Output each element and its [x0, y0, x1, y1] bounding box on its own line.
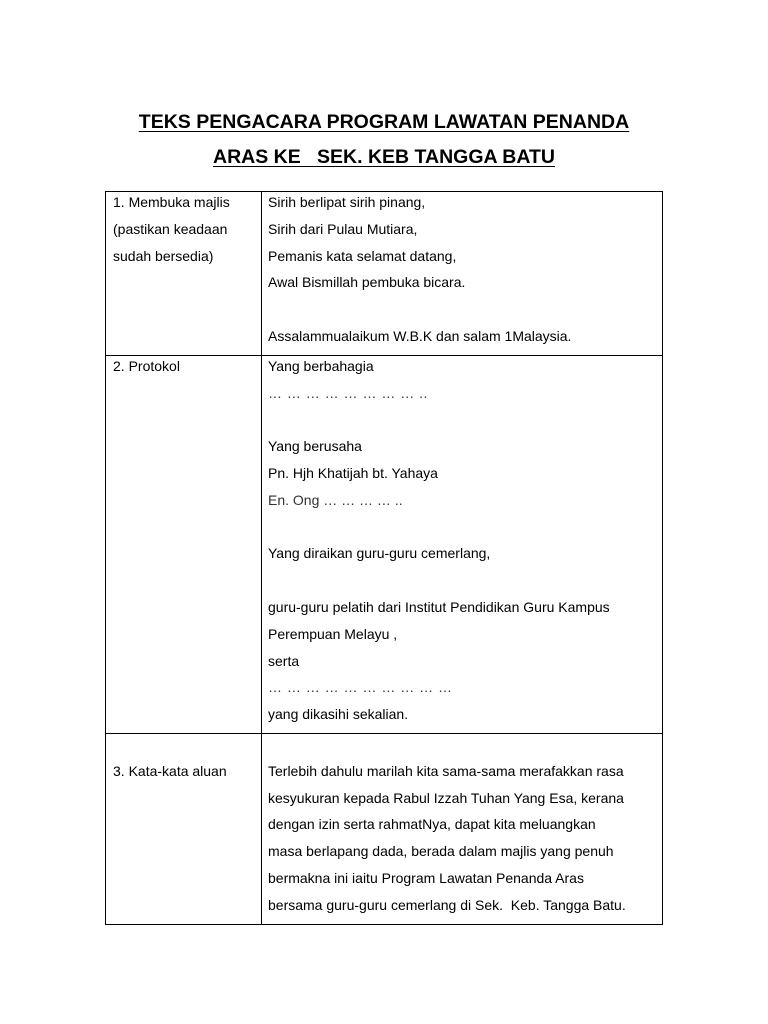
spacer-line	[268, 736, 656, 763]
speech-line: Terlebih dahulu marilah kita sama-sama merafakkan rasa	[268, 762, 624, 779]
spacer-line	[268, 301, 656, 328]
spacer-line	[268, 411, 656, 438]
row-label-cell	[106, 192, 262, 356]
document-title-line-1: TEKS PENGACARA PROGRAM LAWATAN PENANDA	[138, 111, 630, 133]
protocol-line: serta	[268, 652, 300, 669]
speech-line: dengan izin serta rahmatNya, dapat kita meluangkan	[268, 816, 596, 833]
pantun-line: Pemanis kata selamat datang,	[268, 247, 457, 264]
protocol-line: yang dikasihi sekalian.	[268, 706, 409, 723]
row-label-line: (pastikan keadaan	[113, 220, 228, 237]
table-row-protokol	[106, 355, 663, 733]
protocol-line: Yang berbahagia	[268, 357, 374, 374]
row-label-line: 3. Kata-kata aluan	[113, 762, 227, 779]
table-row-membuka-majlis	[106, 192, 663, 356]
row-label-line: 2. Protokol	[113, 357, 180, 374]
row-label-line: sudah bersedia)	[113, 247, 214, 264]
placeholder-dots: … … … … … … … … … …	[268, 679, 453, 696]
placeholder-dots: … … … … … … … … ..	[268, 384, 428, 401]
pantun-line: Sirih dari Pulau Mutiara,	[268, 220, 418, 237]
row-content-cell	[262, 733, 663, 924]
row-content-cell	[262, 355, 663, 733]
pantun-line: Sirih berlipat sirih pinang,	[268, 194, 426, 210]
row-label-line: 1. Membuka majlis	[113, 194, 230, 210]
greeting-line: Assalammualaikum W.B.K dan salam 1Malaysia.	[268, 327, 572, 344]
protocol-line: Yang diraikan guru-guru cemerlang,	[268, 545, 491, 562]
script-table	[105, 191, 663, 925]
speech-line: kesyukuran kepada Rabul Izzah Tuhan Yang Esa, kerana	[268, 789, 624, 806]
speech-line: masa berlapang dada, berada dalam majlis yang penuh	[268, 843, 614, 860]
table-row-kata-aluan	[106, 733, 663, 924]
row-label-cell	[106, 355, 262, 733]
speech-line: bermakna ini iaitu Program Lawatan Penanda Aras	[268, 869, 584, 886]
protocol-line: Yang berusaha	[268, 438, 362, 455]
spacer-line	[268, 572, 656, 599]
spacer-line	[268, 519, 656, 546]
row-label-cell	[106, 733, 262, 924]
protocol-line: Perempuan Melayu ,	[268, 625, 398, 642]
protocol-line: En. Ong … … … … ..	[268, 491, 403, 508]
protocol-line: guru-guru pelatih dari Institut Pendidikan Guru Kampus	[268, 598, 610, 615]
speech-line: bersama guru-guru cemerlang di Sek. Keb. Tangga Batu.	[268, 896, 626, 913]
protocol-line: Pn. Hjh Khatijah bt. Yahaya	[268, 464, 438, 481]
document-title-line-2: ARAS KE SEK. KEB TANGGA BATU	[213, 146, 555, 168]
spacer-line	[113, 736, 255, 763]
pantun-line: Awal Bismillah pembuka bicara.	[268, 274, 466, 291]
row-content-cell	[262, 192, 663, 356]
